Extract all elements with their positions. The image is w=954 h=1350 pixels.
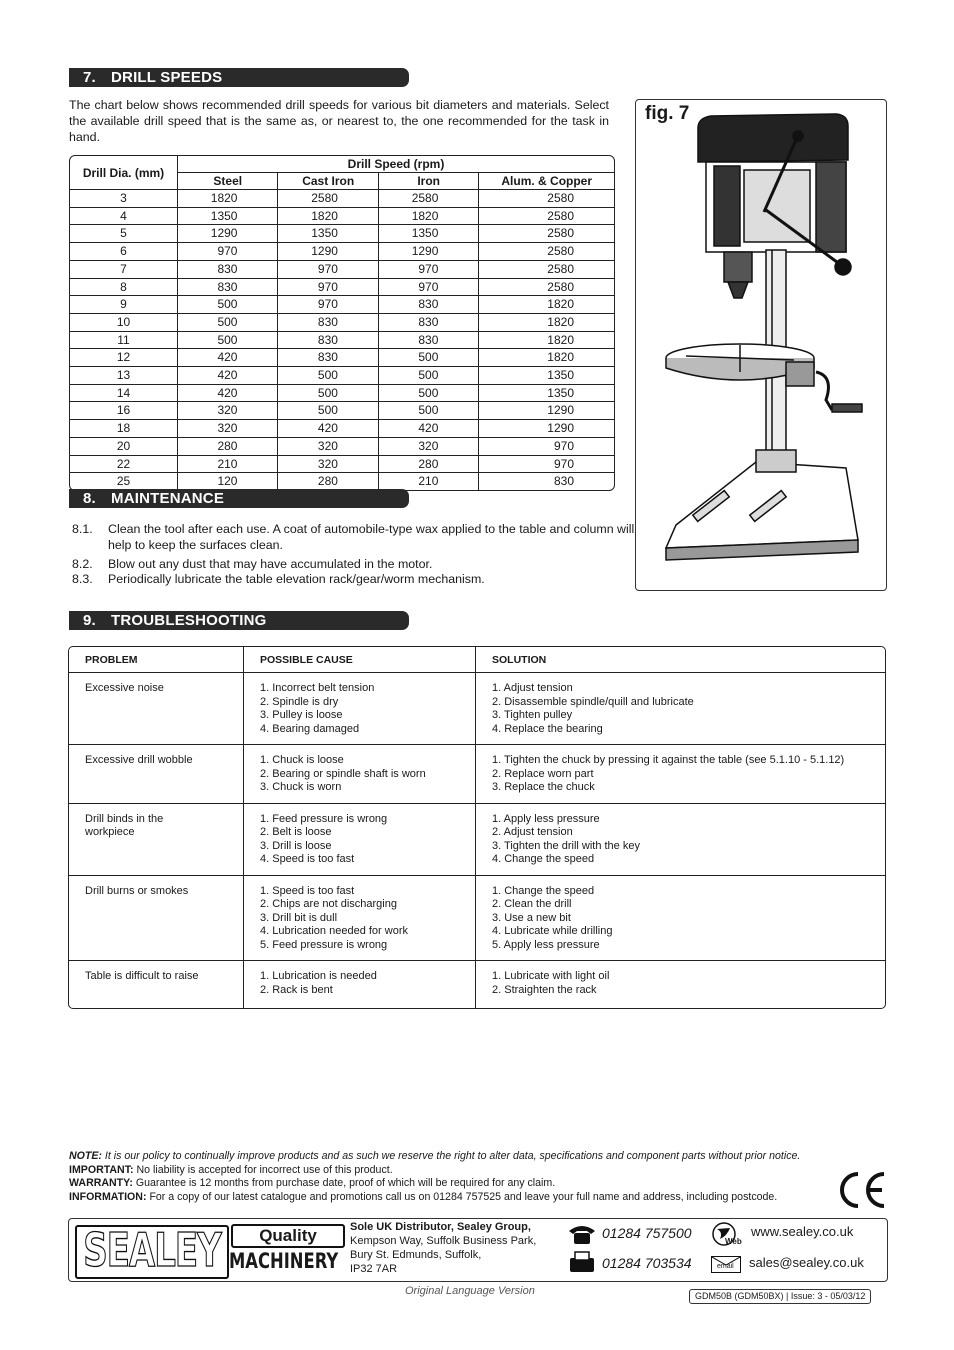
distributor-address: [350, 1220, 536, 1276]
problem-cell: [69, 744, 243, 803]
trouble-row: [69, 673, 885, 744]
speed-cell: 420: [178, 384, 278, 402]
warranty-label: WARRANTY:: [69, 1177, 133, 1190]
problem-line: Excessive drill wobble: [85, 754, 193, 766]
solution-line: 1. Apply less pressure: [492, 812, 600, 825]
col-solution: SOLUTION: [475, 647, 885, 673]
cause-line: 1. Speed is too fast: [260, 884, 355, 897]
drill-speeds-table: [69, 155, 615, 491]
speed-cell: 970: [379, 278, 479, 296]
item-number: 8.2.: [72, 557, 93, 571]
speed-cell: 2580: [479, 260, 614, 278]
speed-cell: 2580: [479, 242, 614, 260]
speed-cell: 2580: [479, 189, 614, 207]
speed-cell: 1350: [379, 224, 479, 242]
speed-cell: 1820: [479, 295, 614, 313]
section-number: 8.: [83, 490, 96, 507]
solution-cell: [475, 875, 885, 961]
important-label: IMPORTANT:: [69, 1163, 134, 1176]
solution-line: 1. Change the speed: [492, 884, 595, 897]
drill-dia-cell: 4: [70, 207, 178, 225]
problem-cell: [69, 673, 243, 744]
speed-cell: 830: [379, 295, 479, 313]
speed-cell: 970: [278, 278, 378, 296]
solution-line: 2. Disassemble spindle/quill and lubricate: [492, 695, 694, 708]
solution-cell: [475, 673, 885, 744]
speed-cell: 830: [278, 348, 378, 366]
speed-cell: 280: [178, 437, 278, 455]
speed-cell: 320: [178, 401, 278, 419]
drill-dia-cell: 25: [70, 472, 178, 490]
speed-cell: 280: [379, 455, 479, 473]
speed-cell: 320: [278, 455, 378, 473]
email-envelope-icon: [711, 1256, 741, 1273]
speed-cell: 420: [379, 419, 479, 437]
speed-cell: 500: [178, 295, 278, 313]
speed-row: [70, 278, 614, 296]
cause-line: 1. Chuck is loose: [260, 754, 344, 766]
speed-cell: 500: [178, 331, 278, 349]
speed-cell: 500: [379, 401, 479, 419]
speed-row: [70, 313, 614, 331]
warranty-text: Guarantee is 12 months from purchase date, proof of which will be required for any claim.: [135, 1177, 556, 1190]
solution-line: 4. Replace the bearing: [492, 722, 603, 735]
col-group-drill-speed: Drill Speed (rpm): [347, 157, 445, 171]
cause-line: 1. Feed pressure is wrong: [260, 812, 388, 825]
web-globe-icon: [711, 1222, 741, 1248]
item-number: 8.1.: [72, 522, 93, 536]
col-iron: Iron: [379, 172, 479, 189]
speed-row: [70, 401, 614, 419]
col-problem: PROBLEM: [69, 647, 243, 673]
drill-dia-cell: 8: [70, 278, 178, 296]
problem-cell: [69, 875, 243, 961]
drill-press-illustration: [636, 100, 886, 590]
email-link[interactable]: sales@sealey.co.uk: [749, 1255, 864, 1270]
problem-cell: [69, 803, 243, 875]
cause-line: 2. Spindle is dry: [260, 695, 339, 708]
speed-row: [70, 295, 614, 313]
solution-line: 3. Use a new bit: [492, 911, 571, 924]
speed-cell: 1350: [479, 384, 614, 402]
cause-line: 4. Lubrication needed for work: [260, 925, 408, 937]
solution-cell: [475, 803, 885, 875]
information-label: INFORMATION:: [69, 1190, 147, 1203]
solution-line: 1. Tighten the chuck by pressing it against the table (see 5.1.10 - 5.1.12): [492, 754, 845, 766]
cause-line: 3. Chuck is worn: [260, 781, 342, 793]
speed-cell: 970: [479, 455, 614, 473]
website-link[interactable]: www.sealey.co.uk: [751, 1224, 854, 1239]
speed-row: [70, 207, 614, 225]
trouble-row: [69, 875, 885, 961]
original-language-note: Original Language Version: [405, 1285, 535, 1297]
item-text: Clean the tool after each use. A coat of automobile-type wax applied to the table and column will help to keep the surfaces clean.: [108, 522, 635, 552]
drill-dia-cell: 14: [70, 384, 178, 402]
col-possible-cause: POSSIBLE CAUSE: [243, 647, 475, 673]
quality-badge: Quality: [231, 1224, 345, 1248]
problem-line: Excessive noise: [85, 682, 164, 694]
cause-line: 4. Speed is too fast: [260, 853, 355, 865]
footer-contact-box: [68, 1218, 888, 1282]
speed-cell: 420: [178, 366, 278, 384]
speed-cell: 2580: [379, 189, 479, 207]
speed-cell: 210: [178, 455, 278, 473]
information-text: For a copy of our latest catalogue and promotions call us on 01284 757525 and leave your full name and address, including postcode.: [149, 1190, 778, 1203]
section-8-header: [69, 489, 409, 508]
cause-cell: [243, 673, 475, 744]
speed-cell: 970: [479, 437, 614, 455]
drill-speeds-intro: The chart below shows recommended drill speeds for various bit diameters and materials. Select the available drill speed that is the same as, or nearest to, the one recommended for the task in hand.: [69, 98, 609, 144]
drill-dia-cell: 10: [70, 313, 178, 331]
solution-line: 1. Lubricate with light oil: [492, 970, 610, 982]
logo-text: SEALEY: [83, 1224, 221, 1278]
solution-line: 2. Replace worn part: [492, 767, 594, 780]
speed-cell: 500: [278, 384, 378, 402]
speed-cell: 830: [479, 472, 614, 490]
legal-notes: [69, 1150, 869, 1204]
speed-cell: 320: [278, 437, 378, 455]
speed-cell: 830: [278, 313, 378, 331]
speed-cell: 1350: [278, 224, 378, 242]
speed-cell: 2580: [278, 189, 378, 207]
drill-dia-cell: 11: [70, 331, 178, 349]
problem-line: Drill burns or smokes: [85, 884, 189, 897]
speed-cell: 1820: [479, 331, 614, 349]
speed-cell: 2580: [479, 278, 614, 296]
speed-cell: 280: [278, 472, 378, 490]
speed-row: [70, 472, 614, 490]
item-text: Periodically lubricate the table elevation rack/gear/worm mechanism.: [108, 572, 485, 586]
problem-line: Drill binds in the: [85, 812, 164, 825]
speed-cell: 1290: [278, 242, 378, 260]
drill-dia-cell: 16: [70, 401, 178, 419]
speed-cell: 2580: [479, 207, 614, 225]
note-text: It is our policy to continually improve products and as such we reserve the right to alter data, specifications and component parts without prior notice.: [104, 1150, 801, 1162]
solution-cell: [475, 744, 885, 803]
speed-cell: 210: [379, 472, 479, 490]
col-drill-dia: Drill Dia. (mm): [70, 156, 178, 189]
solution-line: 3. Tighten pulley: [492, 709, 573, 721]
speed-cell: 420: [278, 419, 378, 437]
cause-cell: [243, 875, 475, 961]
cause-line: 2. Chips are not discharging: [260, 898, 397, 910]
drill-dia-cell: 6: [70, 242, 178, 260]
cause-cell: [243, 960, 475, 1008]
speed-cell: 320: [379, 437, 479, 455]
item-text: Blow out any dust that may have accumulated in the motor.: [108, 557, 433, 571]
distributor-name: Sole UK Distributor, Sealey Group,: [350, 1221, 531, 1233]
fax-icon: [567, 1250, 597, 1279]
speed-row: [70, 419, 614, 437]
email-label: email: [717, 1263, 734, 1270]
speed-cell: 1290: [479, 419, 614, 437]
drill-dia-cell: 22: [70, 455, 178, 473]
speed-row: [70, 437, 614, 455]
address-line: Kempson Way, Suffolk Business Park,: [350, 1235, 537, 1247]
drill-dia-cell: 20: [70, 437, 178, 455]
drill-dia-cell: 9: [70, 295, 178, 313]
speed-cell: 1820: [278, 207, 378, 225]
phone-number[interactable]: 01284 757500: [602, 1225, 692, 1241]
speed-cell: 320: [178, 419, 278, 437]
trouble-row: [69, 803, 885, 875]
speed-cell: 420: [178, 348, 278, 366]
section-title: TROUBLESHOOTING: [111, 612, 267, 629]
solution-line: 2. Straighten the rack: [492, 983, 597, 996]
drill-dia-cell: 3: [70, 189, 178, 207]
cause-line: 3. Drill is loose: [260, 839, 332, 852]
solution-cell: [475, 960, 885, 1008]
speed-cell: 500: [379, 384, 479, 402]
cause-line: 3. Drill bit is dull: [260, 911, 338, 924]
drill-dia-cell: 7: [70, 260, 178, 278]
speed-cell: 830: [379, 313, 479, 331]
speed-cell: 1350: [479, 366, 614, 384]
phone-icon: [567, 1223, 597, 1250]
speed-cell: 970: [379, 260, 479, 278]
speed-row: [70, 455, 614, 473]
cause-cell: [243, 803, 475, 875]
cause-line: 3. Pulley is loose: [260, 709, 343, 721]
solution-line: 3. Replace the chuck: [492, 781, 595, 793]
machinery-text: MACHINERY: [229, 1249, 339, 1273]
speed-cell: 1290: [479, 401, 614, 419]
speed-row: [70, 384, 614, 402]
section-title: MAINTENANCE: [111, 490, 225, 507]
speed-cell: 830: [178, 260, 278, 278]
speed-cell: 1820: [479, 313, 614, 331]
cause-line: 5. Feed pressure is wrong: [260, 938, 388, 951]
cause-line: 2. Bearing or spindle shaft is worn: [260, 767, 426, 780]
speed-cell: 500: [178, 313, 278, 331]
speed-cell: 500: [278, 401, 378, 419]
speed-cell: 830: [278, 331, 378, 349]
solution-line: 5. Apply less pressure: [492, 938, 600, 951]
section-title: DRILL SPEEDS: [111, 69, 223, 86]
speed-row: [70, 189, 614, 207]
speed-cell: 1820: [178, 189, 278, 207]
speed-cell: 1290: [178, 224, 278, 242]
solution-line: 1. Adjust tension: [492, 682, 573, 694]
speed-cell: 830: [379, 331, 479, 349]
solution-line: 4. Lubricate while drilling: [492, 925, 613, 937]
section-9-header: [69, 611, 409, 630]
trouble-row: [69, 744, 885, 803]
problem-line: Table is difficult to raise: [85, 970, 199, 982]
speed-cell: 830: [178, 278, 278, 296]
trouble-row: [69, 960, 885, 1008]
item-number: 8.3.: [72, 572, 93, 586]
speed-cell: 500: [379, 366, 479, 384]
speed-row: [70, 366, 614, 384]
cause-line: 1. Incorrect belt tension: [260, 682, 375, 694]
speed-row: [70, 224, 614, 242]
drill-dia-cell: 5: [70, 224, 178, 242]
speed-row: [70, 348, 614, 366]
fax-number[interactable]: 01284 703534: [602, 1255, 692, 1271]
model-issue-box: GDM50B (GDM50BX) | Issue: 3 - 05/03/12: [689, 1289, 871, 1304]
troubleshooting-table: [68, 646, 886, 1009]
problem-cell: [69, 960, 243, 1008]
important-text: No liability is accepted for incorrect use of this product.: [136, 1163, 393, 1176]
ce-mark-icon: [836, 1170, 888, 1210]
speed-cell: 1820: [479, 348, 614, 366]
figure-7-frame: [635, 99, 887, 591]
speed-cell: 500: [379, 348, 479, 366]
cause-line: 2. Rack is bent: [260, 983, 333, 996]
solution-line: 2. Adjust tension: [492, 826, 573, 838]
speed-row: [70, 242, 614, 260]
speed-cell: 1350: [178, 207, 278, 225]
col-cast-iron: Cast Iron: [278, 172, 378, 189]
speed-cell: 970: [278, 260, 378, 278]
problem-line: workpiece: [85, 826, 135, 838]
drill-dia-cell: 12: [70, 348, 178, 366]
speed-row: [70, 331, 614, 349]
speed-cell: 1820: [379, 207, 479, 225]
speed-cell: 500: [278, 366, 378, 384]
cause-cell: [243, 744, 475, 803]
drill-dia-cell: 18: [70, 419, 178, 437]
web-label: Web: [725, 1237, 742, 1246]
note-label: NOTE:: [69, 1150, 102, 1162]
col-steel: Steel: [178, 172, 278, 189]
speed-cell: 970: [178, 242, 278, 260]
address-line: Bury St. Edmunds, Suffolk,: [350, 1249, 482, 1261]
cause-line: 1. Lubrication is needed: [260, 970, 377, 982]
address-line: IP32 7AR: [350, 1263, 398, 1275]
col-alum-copper: Alum. & Copper: [479, 172, 614, 189]
solution-line: 3. Tighten the drill with the key: [492, 839, 640, 852]
section-7-header: [69, 68, 409, 87]
speed-cell: 2580: [479, 224, 614, 242]
solution-line: 2. Clean the drill: [492, 898, 572, 910]
speed-row: [70, 260, 614, 278]
speed-cell: 1290: [379, 242, 479, 260]
cause-line: 4. Bearing damaged: [260, 722, 360, 735]
solution-line: 4. Change the speed: [492, 853, 595, 865]
cause-line: 2. Belt is loose: [260, 826, 332, 838]
sealey-logo: [75, 1225, 229, 1279]
figure-title: fig. 7: [645, 103, 690, 124]
ce-mark: [836, 1170, 888, 1210]
section-number: 7.: [83, 69, 96, 86]
speed-cell: 120: [178, 472, 278, 490]
section-number: 9.: [83, 612, 96, 629]
speed-cell: 970: [278, 295, 378, 313]
drill-dia-cell: 13: [70, 366, 178, 384]
